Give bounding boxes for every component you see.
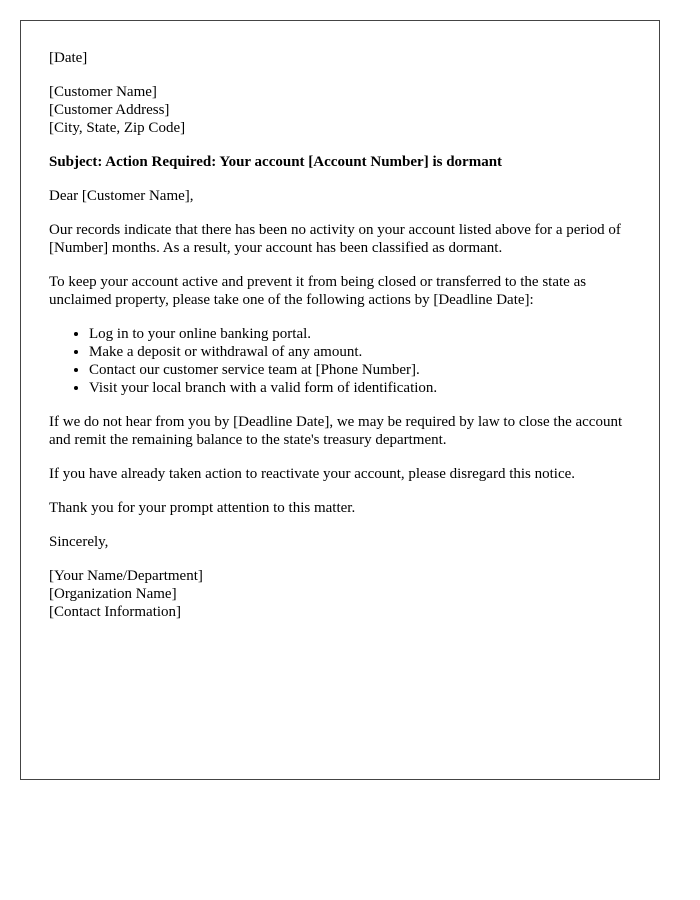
letter-date: [Date] [49,50,88,66]
list-item: • Visit your local branch with a valid form of identification. [89,379,639,397]
letter-page [20,20,660,780]
signature-organization: [Organization Name] [49,586,177,602]
signature-block [49,567,639,621]
paragraph-closure-warning: If we do not hear from you by [Deadline Date], we may be required by law to close the account and remit the remaining balance to the state's treasury department. [49,414,623,448]
paragraph-no-activity: Our records indicate that there has been no activity on your account listed above for a period of [Number] months. As a result, your account has been classified as dormant. [49,222,621,256]
paragraph-thanks: Thank you for your prompt attention to this matter. [49,500,356,516]
paragraph-keep-active: To keep your account active and prevent it from being closed or transferred to the state as unclaimed property, please take one of the following actions by [Deadline Date]: [49,274,587,308]
letter-body [49,49,639,637]
recipient-address-block [49,83,639,137]
closing: Sincerely, [49,534,109,550]
list-item: • Contact our customer service team at [Phone Number]. [89,361,639,379]
signature-contact: [Contact Information] [49,604,182,620]
paragraph-disregard: If you have already taken action to reactivate your account, please disregard this notice. [49,466,576,482]
list-item: • Log in to your online banking portal. [89,325,639,343]
subject-line: Subject: Action Required: Your account [Account Number] is dormant [49,154,503,170]
signature-name-department: [Your Name/Department] [49,568,203,584]
action-list [49,325,639,397]
recipient-address: [Customer Address] [49,102,170,118]
salutation: Dear [Customer Name], [49,188,194,204]
list-item: • Make a deposit or withdrawal of any amount. [89,343,639,361]
recipient-city-state-zip: [City, State, Zip Code] [49,120,186,136]
recipient-name: [Customer Name] [49,84,157,100]
date-line [49,49,639,67]
